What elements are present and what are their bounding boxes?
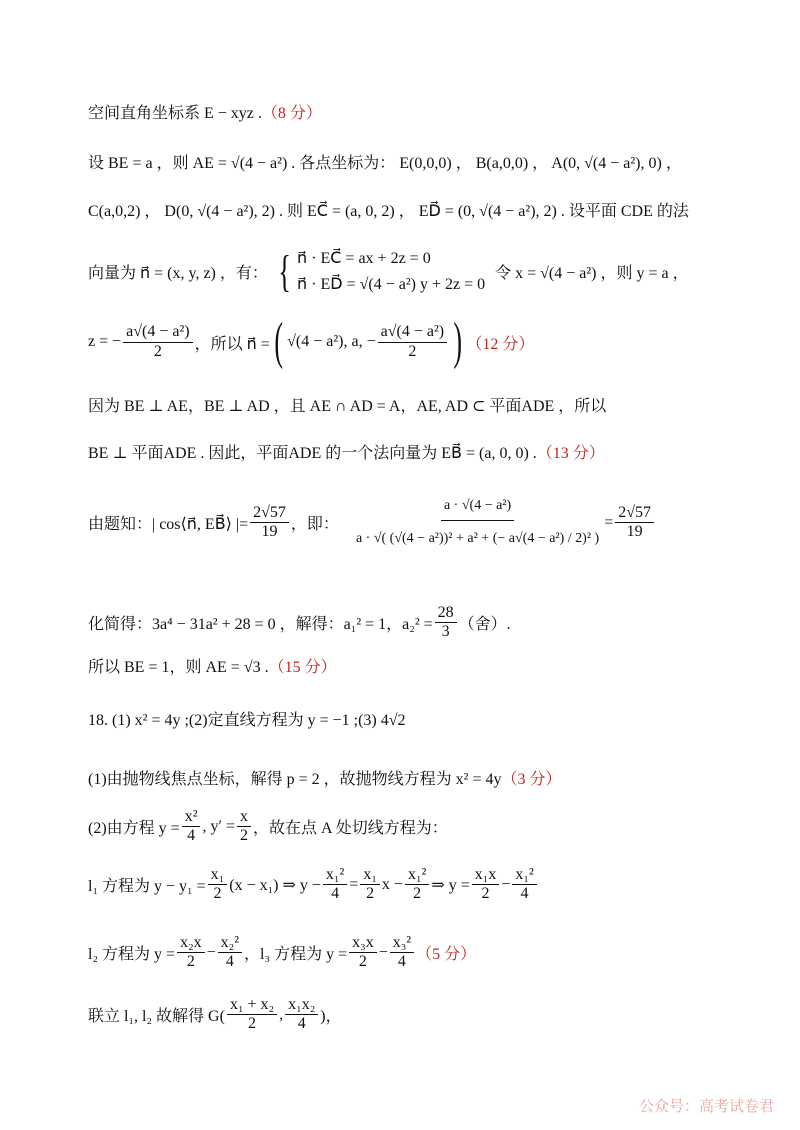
text: − [501,875,511,893]
denominator: 2 [240,827,249,845]
fraction [512,866,536,904]
numerator: x₂² [218,934,242,953]
line-simplify [88,604,511,642]
denominator: 4 [187,827,196,845]
fraction [323,866,347,904]
line-cosine [88,498,656,547]
text: 设 BE = a ，则 AE = √(4 − a²) . 各点坐标为： E(0,0,0) ， B(a,0,0) ， A(0, √(4 − a²), 0) ， [88,155,682,172]
denominator: 2 [358,953,367,971]
text: , [279,1005,284,1023]
denominator: 19 [261,523,278,541]
score-label: （3 分） [501,771,562,788]
numerator: x₁² [405,866,429,885]
fraction [435,604,457,642]
line-q18-part2 [88,808,448,846]
fraction [227,996,277,1034]
fraction [285,996,318,1034]
fraction [177,934,205,972]
numerator: x₁ [208,866,228,885]
text: C(a,0,2) ， D(0, √(4 − a²), 2) . 则 EC⃗ = (a, 0, 2) ， ED⃗ = (0, √(4 − a²), 2) . 设平面 CDE 的法 [88,203,689,220]
denominator: a · √( (√(4 − a²))² + a² + (− a√(4 − a²) / 2)² ) [355,531,600,547]
text: )， [320,1008,342,1026]
line-coordinates-2 [88,198,689,221]
paren-left: ( [274,313,283,370]
line-coordinate-system [88,100,322,123]
score-label: （5 分） [416,946,477,964]
text: （舍）. [458,616,511,634]
fraction [615,504,654,542]
denominator: 2 [153,342,162,360]
line-perpendicular [88,393,606,416]
text: ⇒ y = [431,876,470,894]
numerator: x₁ [360,866,380,885]
numerator: x [237,808,251,827]
denominator: 2 [413,885,422,903]
line-q18-part1 [88,766,562,789]
denominator: 19 [626,523,643,541]
line-intersection-g [88,996,342,1034]
fraction [472,866,500,904]
denominator: 2 [366,885,375,903]
equation-system [274,246,485,297]
equation-1: n⃗ · EC⃗ = ax + 2z = 0 [297,250,431,267]
numerator: a · √(4 − a²) [441,498,514,521]
denominator: 3 [441,623,450,641]
fraction [218,934,242,972]
numerator: x² [182,808,201,827]
text: ，l₃ 方程为 y = [244,946,348,964]
denominator: 4 [397,953,406,971]
numerator: x₁² [512,866,536,885]
text: , y′ = [202,817,236,835]
fraction [378,323,447,361]
text: = [349,875,359,893]
denominator: 4 [331,885,340,903]
text: 联立 l₁, l₂ 故解得 G( [88,1008,225,1026]
line-tangent-l1 [88,866,539,904]
denominator: 2 [213,885,222,903]
text: ，故在点 A 处切线方程为： [253,820,448,838]
equation-2: n⃗ · ED⃗ = √(4 − a²) y + 2z = 0 [297,275,486,293]
watermark: 公众号：高考试卷君 [638,1097,774,1115]
numerator: x₁x₂ [285,996,318,1015]
fraction [349,934,377,972]
numerator: a√(4 − a²) [378,323,447,342]
score-label: （13 分） [536,445,605,462]
fraction [182,808,201,846]
line-normal-ade [88,440,605,463]
line-coordinates-1 [88,150,682,173]
numerator: a√(4 − a²) [123,323,192,342]
score-label: （8 分） [261,105,322,122]
big-fraction [353,498,602,547]
denominator: 2 [481,885,490,903]
numerator: x₁² [323,866,347,885]
fraction [237,808,251,846]
text: 由题知：| cos⟨n⃗, EB⃗⟩ |= [88,516,249,534]
paren-right: ) [453,313,463,370]
text: l₁ 方程为 y − y₁ = [88,878,206,896]
text: l₂ 方程为 y = [88,946,176,964]
text: 所以 BE = 1，则 AE = √3 . [88,659,269,676]
numerator: 2√57 [250,504,289,523]
fraction [360,866,380,904]
text: (x − x₁) ⇒ y − [229,876,321,894]
numerator: x₃² [390,934,414,953]
numerator: 28 [435,604,457,623]
text: ，即： [290,516,339,534]
line-q18-answers [88,707,406,730]
denominator: 4 [297,1015,306,1033]
denominator: 4 [520,885,529,903]
fraction [123,323,192,361]
denominator: 4 [225,953,234,971]
text: − [378,943,388,961]
line-normal-vector-system [88,246,689,297]
brace: { [278,246,291,296]
text: z = − [88,333,122,350]
text: 因为 BE ⊥ AE，BE ⊥ AD ，且 AE ∩ AD = A，AE, AD ⊂ 平面ADE ，所以 [88,398,607,415]
line-tangent-l2-l3 [88,934,476,972]
text: (1)由抛物线焦点坐标，解得 p = 2 ，故抛物线方程为 x² = 4y [88,771,502,788]
fraction [208,866,228,904]
numerator: x₃x [349,934,377,953]
numerator: x₁x [472,866,500,885]
text: 化简得：3a⁴ − 31a² + 28 = 0 ，解得：a₁² = 1，a₂² = [88,616,433,634]
fraction [390,934,414,972]
text: √(4 − a²), a, − [287,333,376,350]
numerator: x₂x [177,934,205,953]
fraction [250,504,289,542]
text: 向量为 n⃗ = (x, y, z) ，有： [88,265,268,283]
text: − [206,943,216,961]
denominator: 2 [408,342,417,360]
score-label: （15 分） [268,659,337,676]
denominator: 2 [186,953,195,971]
text: x − [381,875,403,893]
numerator: 2√57 [615,504,654,523]
denominator: 2 [248,1015,257,1033]
numerator: x₁ + x₂ [227,996,277,1015]
text: BE ⊥ 平面ADE . 因此，平面ADE 的一个法向量为 EB⃗ = (a, 0, 0) . [88,445,537,462]
line-normal-vector-result [88,313,535,370]
text: 令 x = √(4 − a²) ，则 y = a ， [495,265,689,283]
text: ，所以 n⃗ = [194,335,270,353]
fraction [405,866,429,904]
equals: = [604,513,614,531]
score-label: （12 分） [466,335,535,353]
line-conclusion [88,654,337,677]
text: 18. (1) x² = 4y ;(2)定直线方程为 y = −1 ;(3) 4√2 [88,712,406,729]
text: 空间直角坐标系 E − xyz . [88,105,262,122]
text: (2)由方程 y = [88,820,180,838]
